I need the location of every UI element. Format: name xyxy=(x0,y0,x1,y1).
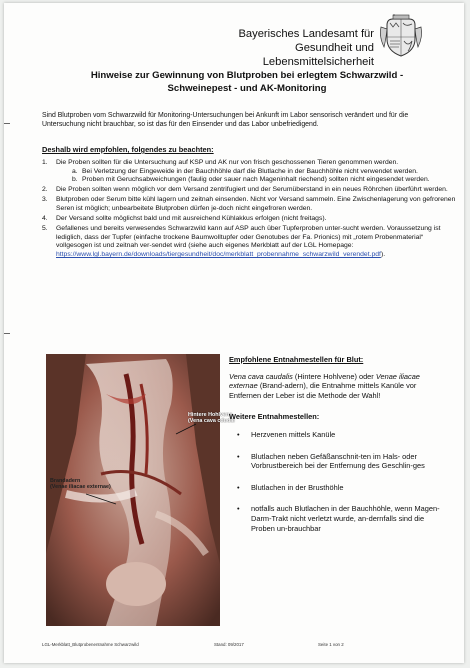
punch-mark xyxy=(4,333,10,334)
list-item-text: Blutproben oder Serum bitte kühl lagern und zeitnah einsenden. Nicht vor Versand sammeln. Eine Zwischenlagerung von gefrorenen Seren ist möglich; unbearbeitete Blutproben dürfen je-doch nicht eingefroren werden. xyxy=(56,196,456,212)
list-item-text: Herzvenen mittels Kanüle xyxy=(251,429,336,439)
list-item-number: 5. xyxy=(42,225,48,233)
bullet-icon: • xyxy=(237,482,240,492)
label-vena-cava-line2: (Vena cava cdudal xyxy=(188,418,235,424)
organization-name-line1: Bayerisches Landesamt für xyxy=(238,28,374,40)
list-item-text: Die Proben sollten für die Untersuchung auf KSP und AK nur von frisch geschossenen Tieren genommen werden. xyxy=(56,159,399,166)
bullet-icon: • xyxy=(237,451,240,461)
list-item-text: Gefallenes und bereits verwesendes Schwarzwild kann auf ASP auch über Tupferproben unter-sucht werden. Voraussetzung ist lediglich, dass der Tupfer (einfache trockene Baumwolltupfer oder Genotubes der Fa. Prionics) mit „rotem Probenmaterial“ vollgesogen ist und zeitnah ver-sendet wird (siehe auch eigenes Merkblatt auf der LGL Homepage: xyxy=(56,225,441,250)
label-venae-iliacae-line2: (Venae iliacae externae) xyxy=(50,484,111,490)
list-item xyxy=(42,186,456,195)
bullet-icon: • xyxy=(237,429,240,439)
bullet-icon: • xyxy=(237,504,240,514)
sub-list-item xyxy=(70,168,456,177)
recommendation-lead: Deshalb wird empfohlen, folgendes zu beachten: xyxy=(42,145,214,154)
document-title xyxy=(44,69,450,95)
sub-list-item xyxy=(70,176,456,185)
term-venae-iliacae: Venae iliacae externae xyxy=(229,371,420,391)
sub-list-item-text: Bei Verletzung der Eingeweide in der Bauchhöhle darf die Blutlache in der Bauchhöhle nicht verwendet werden. xyxy=(82,167,418,175)
wild-boar-carcass-photo xyxy=(46,354,235,626)
list-item-number: 2. xyxy=(42,186,48,194)
footer-date: Stand: 09/2017 xyxy=(214,642,244,647)
sub-list-item-text: Proben mit Geruchsabweichungen (faulig oder sauer nach Mageninhalt riechend) sollten nicht eingesendet werden. xyxy=(82,176,430,184)
document-page xyxy=(4,3,464,663)
label-vena-cava xyxy=(188,412,235,424)
list-item-text: Die Proben sollten wenn möglich vor dem Versand zentrifugiert und der Serumüberstand in ein neues Röhrchen überführt werden. xyxy=(56,186,448,194)
further-sites-heading: Weitere Entnahmestellen: xyxy=(229,412,320,422)
label-venae-iliacae xyxy=(50,478,111,490)
list-item-tail: ). xyxy=(380,250,386,258)
document-title-line2: Schweinepest - und AK-Monitoring xyxy=(167,83,327,94)
organization-name xyxy=(198,27,374,69)
bullet-icon: a. xyxy=(72,167,78,175)
carcass-illustration xyxy=(46,354,220,626)
list-item-number: 3. xyxy=(42,196,48,204)
label-vena-cava-line1: Hintere Hohlvene xyxy=(188,412,233,418)
sampling-sites-column xyxy=(229,355,445,545)
list-item-text: Blutlachen neben Gefäßanschnit-ten im Hals- oder Vorbrustbereich bei der Entfernung des Geschlin-ges xyxy=(251,451,425,471)
list-item-text: Der Versand sollte möglichst bald und mit ausreichend Kühlakkus erfolgen (nicht freitags). xyxy=(56,215,327,223)
footer-document-name: LGL-Merkblatt_Blutprobenentnahme Schwarzwild xyxy=(42,642,139,647)
recommended-sites-heading: Empfohlene Entnahmestellen für Blut: xyxy=(229,355,364,364)
list-item-text: Blutlachen in der Brusthöhle xyxy=(251,482,344,492)
list-item xyxy=(229,504,445,533)
recommended-sites-text xyxy=(229,372,445,401)
list-item xyxy=(229,452,445,471)
list-item xyxy=(229,430,445,440)
further-sites-list xyxy=(229,430,445,533)
intro-paragraph: Sind Blutproben vom Schwarzwild für Monitoring-Untersuchungen bei Ankunft im Labor sensorisch verändert und für die Untersuchung nicht brauchbar, so ist das für den Einsender und das Labor unbefriedigend. xyxy=(42,112,409,128)
list-item-number: 1. xyxy=(42,159,48,166)
list-item xyxy=(42,159,456,185)
recommendation-list xyxy=(42,159,456,261)
list-item xyxy=(229,483,445,493)
list-item-text: notfalls auch Blutlachen in der Bauchhöhle, wenn Magen-Darm-Trakt nicht verletzt wurde, an-dernfalls sind die Proben un-brauchbar xyxy=(251,504,440,533)
text-segment: (Brand-adern), die Entnahme mittels Kanüle vor Entfernen der Leber ist die Methode der Wahl! xyxy=(229,381,417,400)
organization-name-line2: Gesundheit und Lebensmittelsicherheit xyxy=(262,42,374,68)
list-item xyxy=(42,225,456,259)
bavarian-coat-of-arms-logo xyxy=(378,15,424,59)
punch-mark xyxy=(4,123,10,124)
list-item xyxy=(42,196,456,213)
lgl-homepage-link[interactable]: https://www.lgl.bayern.de/downloads/tiergesundheit/doc/merkblatt_probennahme_schwarzwild_verendet.pdf xyxy=(56,250,381,258)
bullet-icon: b. xyxy=(72,176,78,184)
label-venae-iliacae-line1: Brandadern xyxy=(50,478,81,484)
footer-page-number: Seite 1 von 2 xyxy=(318,642,344,647)
document-title-line1: Hinweise zur Gewinnung von Blutproben bei erlegtem Schwarzwild - xyxy=(90,70,404,81)
list-item-number: 4. xyxy=(42,215,48,223)
list-item xyxy=(42,215,456,224)
term-vena-cava: Vena cava caudalis xyxy=(229,371,293,381)
text-segment: (Hintere Hohlvene) oder xyxy=(292,371,376,381)
